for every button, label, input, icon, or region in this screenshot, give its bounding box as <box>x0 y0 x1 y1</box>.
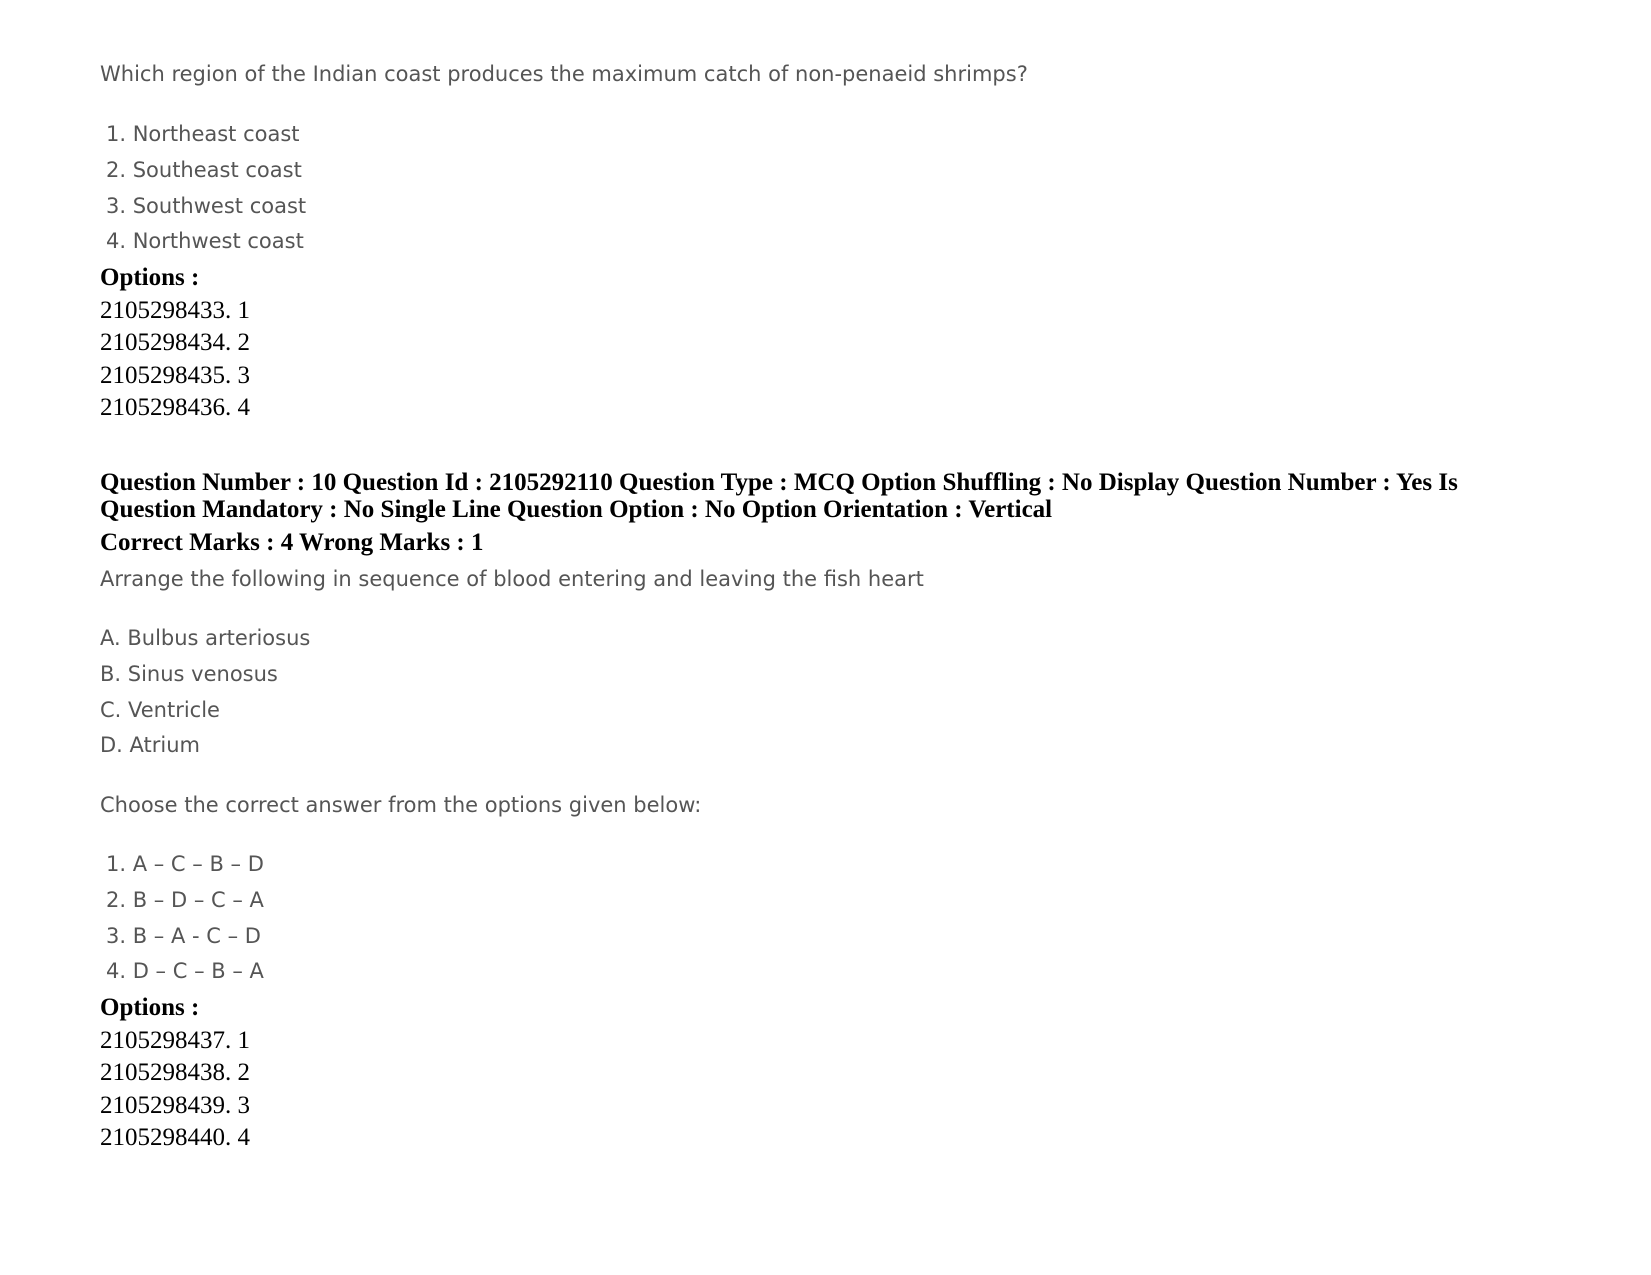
choice-item: 3. Southwest coast <box>106 194 307 218</box>
options-label: Options : <box>100 264 200 291</box>
sequence-item: A. Bulbus arteriosus <box>100 626 311 650</box>
options-label: Options : <box>100 994 200 1021</box>
option-id: 2105298438. 2 <box>100 1059 250 1086</box>
option-id: 2105298436. 4 <box>100 394 250 421</box>
sequence-item: C. Ventricle <box>100 698 220 722</box>
option-id: 2105298439. 3 <box>100 1092 250 1119</box>
choice-item: 2. Southeast coast <box>106 158 302 182</box>
choice-item: 4. D – C – B – A <box>106 959 264 983</box>
question-meta: Question Mandatory : No Single Line Question Option : No Option Orientation : Vertical <box>100 496 1053 523</box>
option-id: 2105298433. 1 <box>100 297 250 324</box>
question-text: Which region of the Indian coast produces the maximum catch of non-penaeid shrimps? <box>100 62 1028 86</box>
question-meta: Question Number : 10 Question Id : 2105292110 Question Type : MCQ Option Shuffling : No Display Question Number : Yes Is <box>100 469 1458 496</box>
sequence-item: B. Sinus venosus <box>100 662 278 686</box>
option-id: 2105298435. 3 <box>100 362 250 389</box>
sequence-item: D. Atrium <box>100 733 200 757</box>
option-id: 2105298434. 2 <box>100 329 250 356</box>
question-marks: Correct Marks : 4 Wrong Marks : 1 <box>100 529 484 556</box>
choice-item: 4. Northwest coast <box>106 229 304 253</box>
choice-item: 3. B – A - C – D <box>106 924 261 948</box>
choice-item: 2. B – D – C – A <box>106 888 264 912</box>
option-id: 2105298440. 4 <box>100 1124 250 1151</box>
option-id: 2105298437. 1 <box>100 1027 250 1054</box>
choice-item: 1. A – C – B – D <box>106 852 264 876</box>
instruction-text: Choose the correct answer from the options given below: <box>100 793 702 817</box>
question-text: Arrange the following in sequence of blood entering and leaving the fish heart <box>100 567 924 591</box>
choice-item: 1. Northeast coast <box>106 122 300 146</box>
